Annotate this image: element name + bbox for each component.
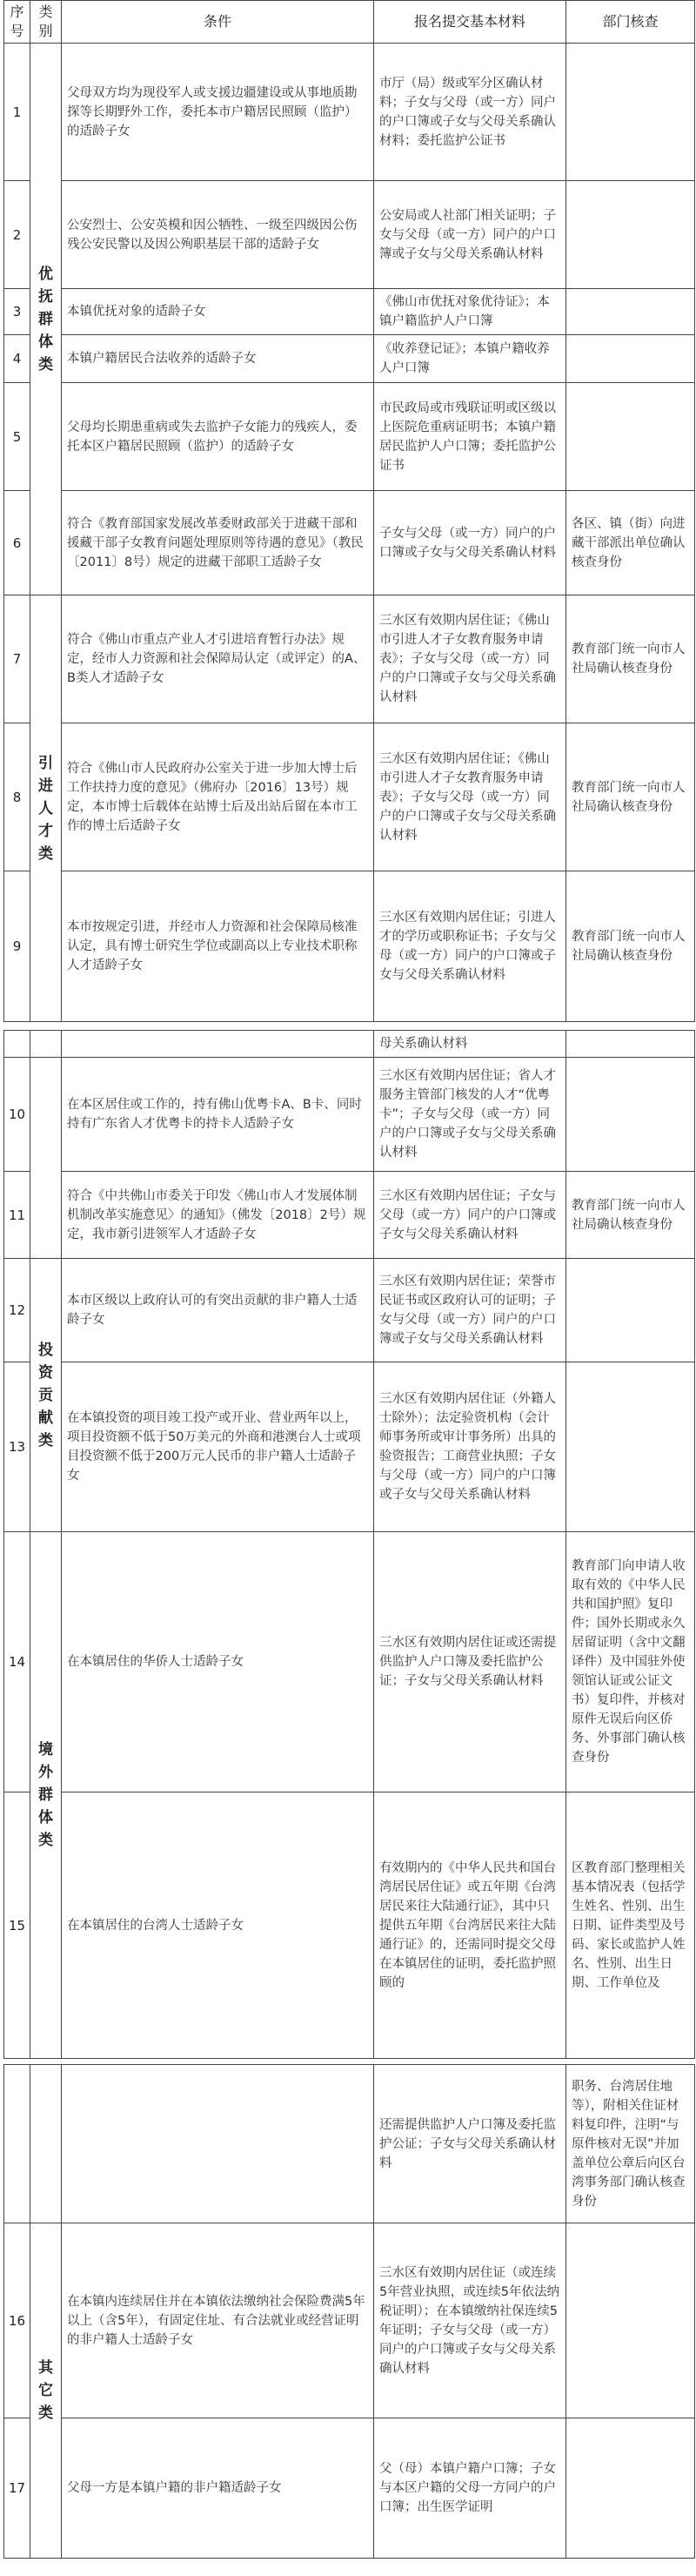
table-header-row	[4, 1, 695, 44]
row-no: 4	[4, 335, 30, 383]
row-materials: 市厅（局）级或军分区确认材料；子女与父母（或一方）同户的户口簿或子女与父母关系确认材料；委托监护公证书	[374, 44, 566, 181]
header-category: 类别	[30, 1, 62, 44]
table-row	[4, 2418, 695, 2559]
row-materials: 三水区有效期内居住证；荣誉市民证书或区政府认可的证明；子女与父母（或一方）同户的户口簿或子女与父母关系确认材料	[374, 1259, 566, 1362]
row-check	[566, 181, 695, 289]
row-no: 7	[4, 595, 30, 723]
row-check	[566, 1362, 695, 1532]
row-check: 职务、台湾居住地等），附相关住证材料复印件，注明“与原件核对无误”并加盖单位公章后向区台湾事务部门确认核查身份	[566, 2065, 695, 2223]
row-condition: 本市按规定引进，并经市人力资源和社会保障局核准认定，具有博士研究生学位或副高以上专业技术职称人才适龄子女	[62, 871, 374, 1022]
row-materials: 市民政局或市残联证明或区级以上医院危重病证明书；本镇户籍居民监护人户口簿；委托监护公证书	[374, 383, 566, 491]
row-check	[566, 383, 695, 491]
table-segment-1	[3, 0, 694, 1019]
row-materials: 三水区有效期内居住证或还需提供监护人户口簿及委托监护公证；子女与父母关系确认材料	[374, 1532, 566, 1792]
row-check: 教育部门统一向市人社局确认核查身份	[566, 595, 695, 723]
row-condition: 在本镇居住的华侨人士适龄子女	[62, 1532, 374, 1792]
row-no: 2	[4, 181, 30, 289]
row-check	[566, 335, 695, 383]
table-row	[4, 181, 695, 289]
table-row	[4, 871, 695, 1022]
row-check: 区教育部门整理相关基本情况表（包括学生姓名、性别、出生日期、证件类型及号码、家长或监护人姓名、性别、出生日期、工作单位及	[566, 1792, 695, 2059]
row-no: 3	[4, 289, 30, 335]
row-check: 教育部门统一向市人社局确认核查身份	[566, 723, 695, 871]
row-condition: 本镇户籍居民合法收养的适龄子女	[62, 335, 374, 383]
table-row	[4, 383, 695, 491]
table-row-continued	[4, 2065, 695, 2223]
row-materials: 有效期内的《中华人民共和国台湾居民居住证》或五年期《台湾居民来往大陆通行证》，其中只提供五年期《台湾居民来往大陆通行证》的，还需同时提交父母在本镇居住的证明，委托监护照顾的	[374, 1792, 566, 2059]
row-condition: 公安烈士、公安英模和因公牺牲、一级至四级因公伤残公安民警以及因公殉职基层干部的适龄子女	[62, 181, 374, 289]
row-no: 1	[4, 44, 30, 181]
category-touzi: 投资贡献类	[30, 1259, 62, 1532]
row-no: 12	[4, 1259, 30, 1362]
table-row	[4, 1532, 695, 1792]
table-row	[4, 1172, 695, 1259]
row-check	[566, 1259, 695, 1362]
row-no: 11	[4, 1172, 30, 1259]
row-materials: 三水区有效期内居住证；《佛山市引进人才子女教育服务申请表》；子女与父母（或一方）同户的户口簿或子女与父母关系确认材料	[374, 595, 566, 723]
row-condition: 在本镇投资的项目竣工投产或开业、营业两年以上，项目投资额不低于50万美元的外商和港澳台人士或项目投资额不低于200万元人民币的非户籍人士适龄子女	[62, 1362, 374, 1532]
table-row	[4, 335, 695, 383]
category-yinjin: 引进人才类	[30, 595, 62, 1022]
table-row	[4, 1058, 695, 1172]
row-check: 教育部门统一向市人社局确认核查身份	[566, 1172, 695, 1259]
header-condition: 条件	[62, 1, 374, 44]
row-no: 8	[4, 723, 30, 871]
row-materials: 三水区有效期内居住证；引进人才的学历或职称证书；子女与父母（或一方）同户的户口簿或子女与父母关系确认材料	[374, 871, 566, 1022]
row-materials: 子女与父母（或一方）同户的户口簿或子女与父母关系确认材料	[374, 491, 566, 595]
row-condition: 在本区居住或工作的，持有佛山优粤卡A、B卡、同时持有广东省人才优粤卡的持卡人适龄子女	[62, 1058, 374, 1172]
table-row	[4, 1259, 695, 1362]
row-materials: 公安局或人社部门相关证明；子女与父母（或一方）同户的户口簿或子女与父母关系确认材料	[374, 181, 566, 289]
row-materials: 三水区有效期内居住证；子女与父母（或一方）同户的户口簿或子女与父母关系确认材料	[374, 1172, 566, 1259]
row-materials: 三水区有效期内居住证；省人才服务主管部门核发的人才“优粤卡”；子女与父母（或一方）同户的户口簿或子女与父母关系确认材料	[374, 1058, 566, 1172]
row-materials: 三水区有效期内居住证（或连续5年营业执照，或连续5年依法纳税证明）；在本镇缴纳社保连续5年证明；子女与父母（或一方）同户的户口簿或子女与父母关系确认材料	[374, 2223, 566, 2418]
table-row	[4, 2223, 695, 2418]
row-no: 15	[4, 1792, 30, 2059]
row-condition: 本市区级以上政府认可的有突出贡献的非户籍人士适龄子女	[62, 1259, 374, 1362]
table-segment-3	[3, 2064, 694, 2558]
row-condition: 父母均长期患重病或失去监护子女能力的残疾人，委托本区户籍居民照顾（监护）的适龄子女	[62, 383, 374, 491]
table-row	[4, 723, 695, 871]
row-materials: 《佛山市优抚对象优待证》；本镇户籍监护人户口簿	[374, 289, 566, 335]
category-jingwai: 境外群体类	[30, 1532, 62, 2059]
row-no: 10	[4, 1058, 30, 1172]
row-check	[566, 1058, 695, 1172]
table-row	[4, 595, 695, 723]
table-segment-2	[3, 1030, 694, 2054]
row-condition: 父母双方均为现役军人或支援边疆建设或从事地质勘探等长期野外工作，委托本市户籍居民照顾（监护）的适龄子女	[62, 44, 374, 181]
row-condition: 符合《佛山市重点产业人才引进培育暂行办法》规定，经市人力资源和社会保障局认定（或评定）的A、B类人才适龄子女	[62, 595, 374, 723]
row-check	[566, 2418, 695, 2559]
row-materials: 母关系确认材料	[374, 1031, 566, 1058]
row-materials: 还需提供监护人户口簿及委托监护公证；子女与父母关系确认材料	[374, 2065, 566, 2223]
row-condition: 父母一方是本镇户籍的非户籍适龄子女	[62, 2418, 374, 2559]
row-check	[566, 2223, 695, 2418]
row-check	[566, 289, 695, 335]
table-row	[4, 44, 695, 181]
row-no: 16	[4, 2223, 30, 2418]
row-materials: 父（母）本镇户籍户口簿；子女与本区户籍的父母一方同户的户口簿；出生医学证明	[374, 2418, 566, 2559]
row-materials: 三水区有效期内居住证（外籍人士除外）；法定验资机构（会计师事务所或审计事务所）出具的验资报告；工商营业执照；子女与父母（或一方）同户的户口簿或子女与父母关系确认材料	[374, 1362, 566, 1532]
header-materials: 报名提交基本材料	[374, 1, 566, 44]
row-condition: 本镇优抚对象的适龄子女	[62, 289, 374, 335]
header-no: 序号	[4, 1, 30, 44]
category-youfu: 优抚群体类	[30, 44, 62, 595]
row-no: 5	[4, 383, 30, 491]
row-no: 17	[4, 2418, 30, 2559]
row-materials: 《收养登记证》；本镇户籍收养人户口簿	[374, 335, 566, 383]
row-no: 13	[4, 1362, 30, 1532]
header-check: 部门核查	[566, 1, 695, 44]
row-no: 9	[4, 871, 30, 1022]
row-materials: 三水区有效期内居住证；《佛山市引进人才子女教育服务申请表》；子女与父母（或一方）同户的户口簿或子女与父母关系确认材料	[374, 723, 566, 871]
category-qita: 其它类	[30, 2223, 62, 2559]
row-condition: 在本镇居住的台湾人士适龄子女	[62, 1792, 374, 2059]
row-condition: 在本镇内连续居住并在本镇依法缴纳社会保险费满5年以上（含5年），有固定住址、有合法就业或经营证明的非户籍人士适龄子女	[62, 2223, 374, 2418]
row-check: 教育部门统一向市人社局确认核查身份	[566, 871, 695, 1022]
table-row	[4, 1362, 695, 1532]
row-condition: 符合《佛山市人民政府办公室关于进一步加大博士后工作扶持力度的意见》（佛府办〔2016〕13号）规定，本市博士后载体在站博士后及出站后留在本市工作的博士后适龄子女	[62, 723, 374, 871]
row-condition: 符合《中共佛山市委关于印发〈佛山市人才发展体制机制改革实施意见〉的通知》（佛发〔2018〕2号）规定，我市新引进领军人才适龄子女	[62, 1172, 374, 1259]
row-condition: 符合《教育部国家发展改革委财政部关于进藏干部和援藏干部子女教育问题处理原则等待遇的意见》（教民〔2011〕8号）规定的进藏干部职工适龄子女	[62, 491, 374, 595]
table-row	[4, 1792, 695, 2059]
row-check	[566, 44, 695, 181]
table-row	[4, 289, 695, 335]
row-check: 各区、镇（街）向进藏干部派出单位确认核查身份	[566, 491, 695, 595]
row-check: 教育部门向申请人收取有效的《中华人民共和国护照》复印件；国外长期或永久居留证明（含中文翻译件）及中国驻外使领馆认证或公证文书）复印件，并核对原件无误后向区侨务、外事部门确认核查身份	[566, 1532, 695, 1792]
row-no: 6	[4, 491, 30, 595]
table-row	[4, 491, 695, 595]
table-row-continued	[4, 1031, 695, 1058]
row-no: 14	[4, 1532, 30, 1792]
